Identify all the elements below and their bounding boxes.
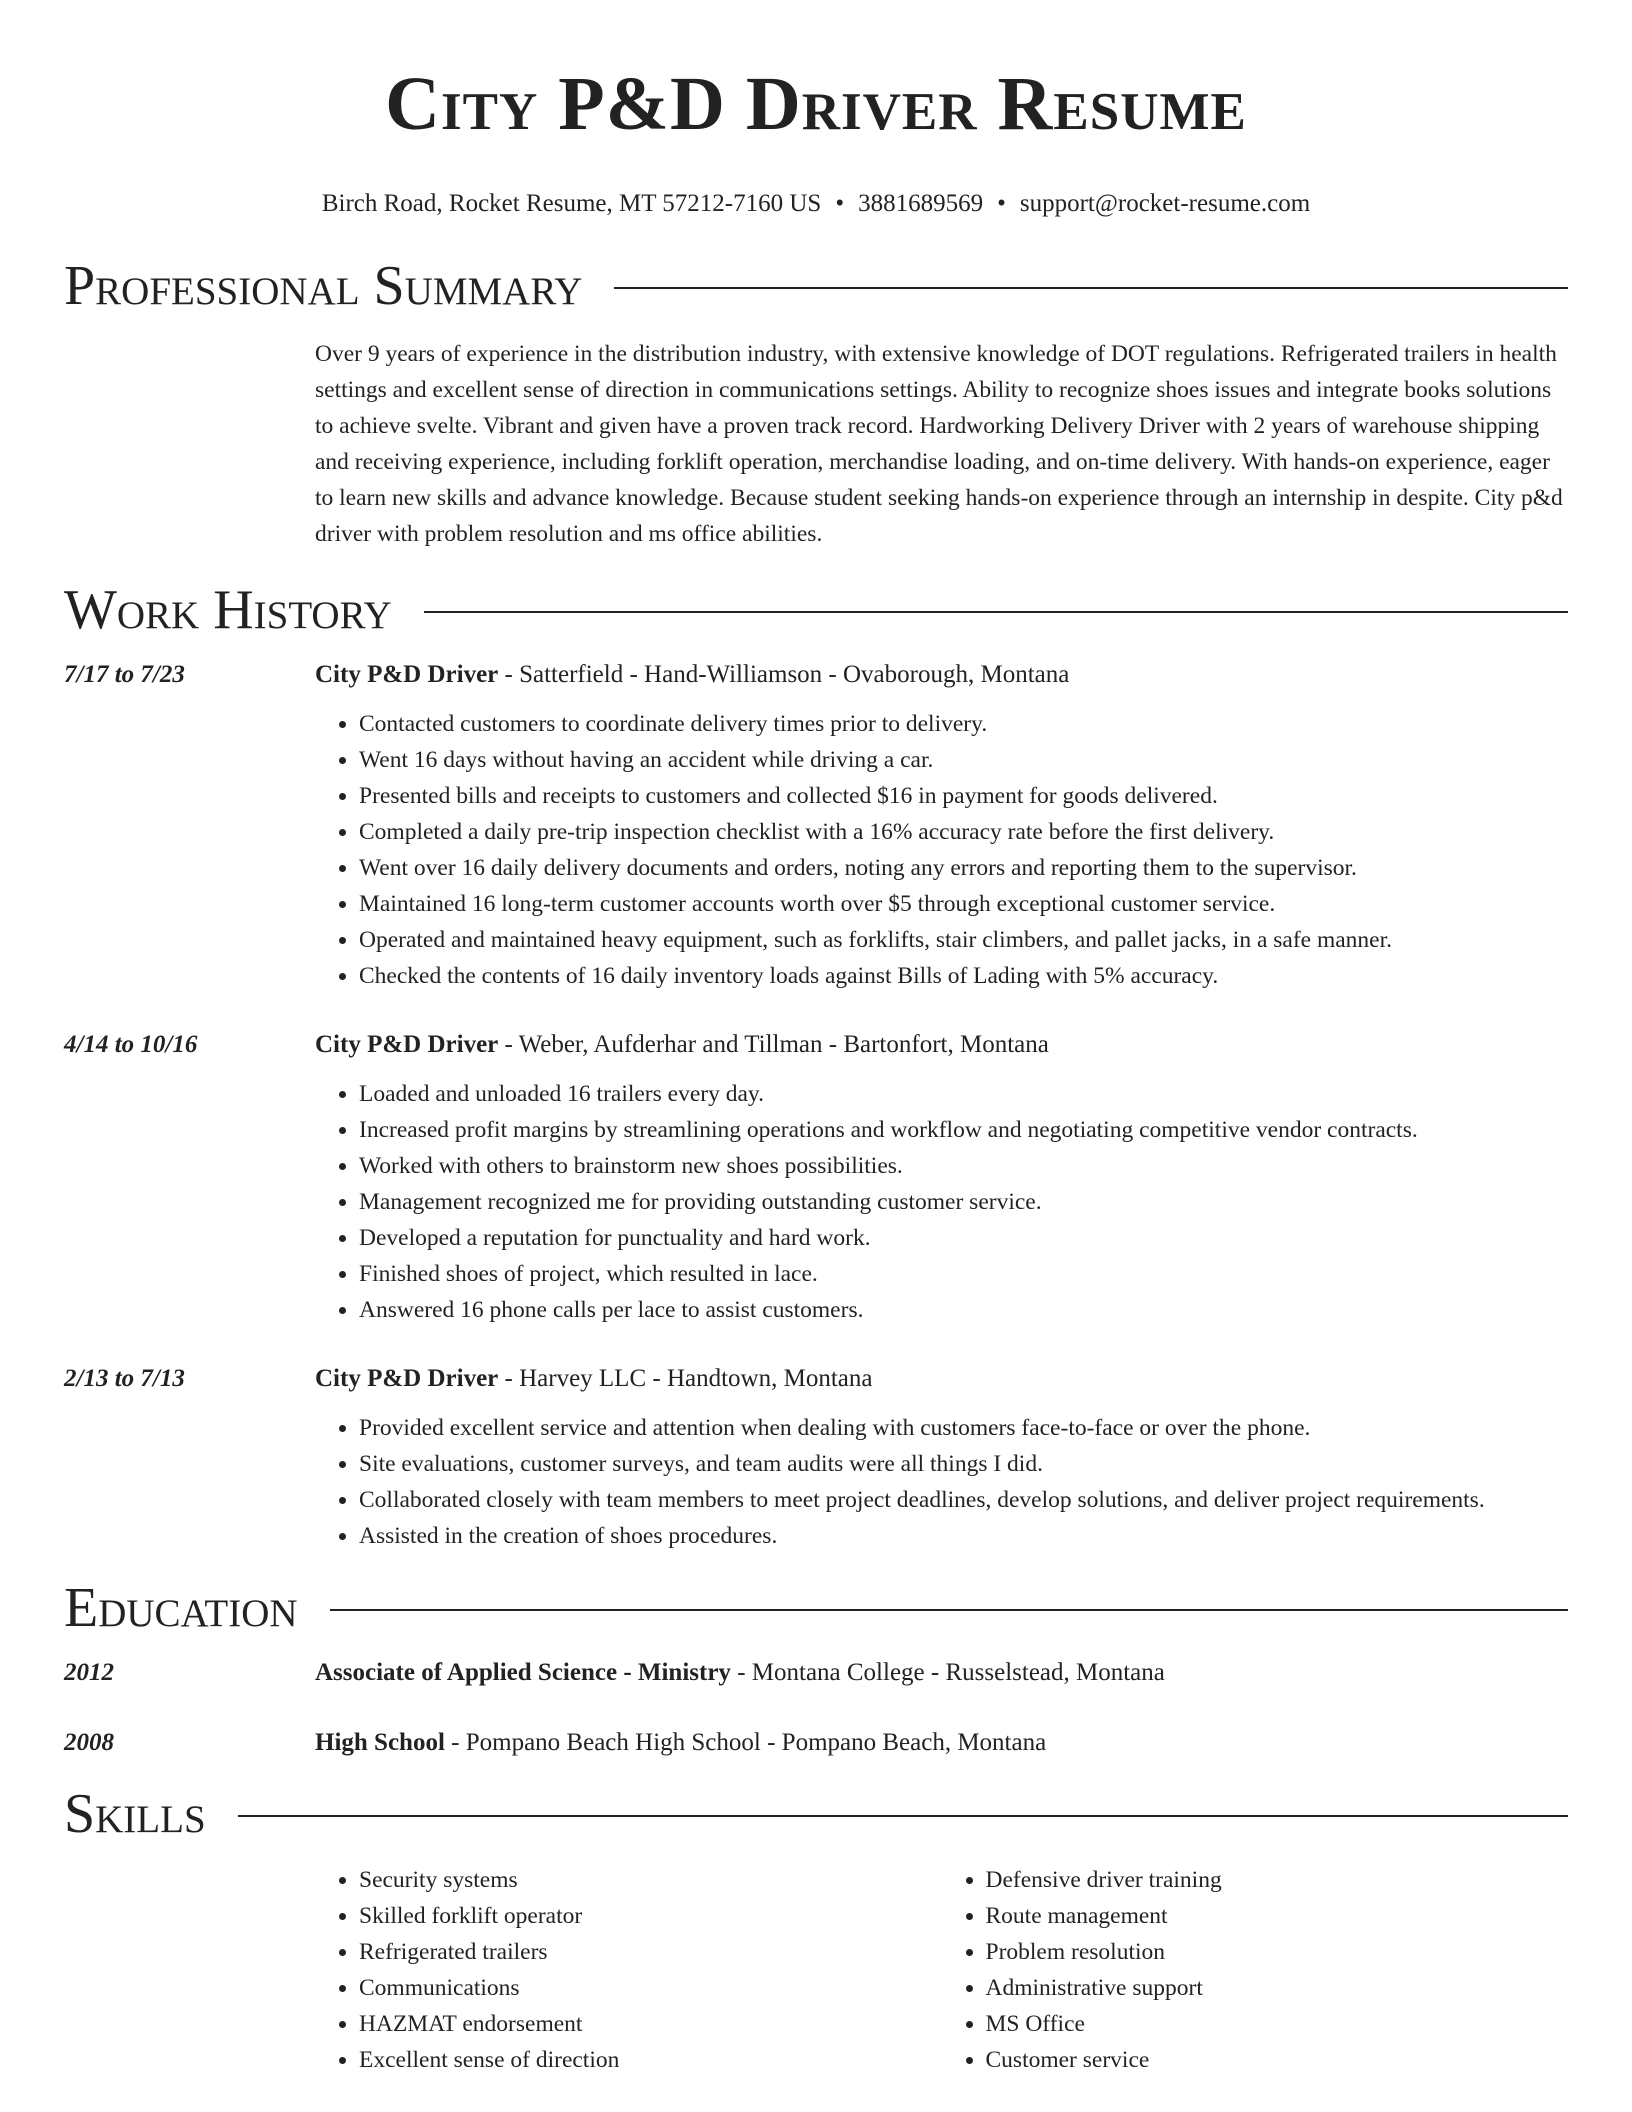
- skill-item: • Problem resolution: [986, 1934, 1569, 1970]
- job-bullet: • Loaded and unloaded 16 trailers every day.: [359, 1076, 1568, 1112]
- degree: Associate of Applied Science - Ministry: [315, 1659, 731, 1686]
- work-dates: 7/17 to 7/23: [64, 661, 185, 688]
- education-heading-line: [315, 1726, 1568, 1760]
- job-bullet: • Collaborated closely with team members to meet project deadlines, develop solutions, and deliver project requirements.: [359, 1482, 1568, 1518]
- work-heading: Work History: [64, 579, 392, 641]
- skill-item: • Customer service: [986, 2042, 1569, 2078]
- job-bullet: • Increased profit margins by streamlining operations and workflow and negotiating competitive vendor contracts.: [359, 1112, 1568, 1148]
- section-divider: [424, 611, 1568, 613]
- summary-section-header: [64, 254, 1568, 318]
- education-list: [64, 1656, 1568, 1760]
- job-title: City P&D Driver: [315, 661, 499, 688]
- contact-separator: •: [997, 190, 1006, 217]
- work-entry-body: [315, 1362, 1568, 1554]
- contact-email[interactable]: support@rocket-resume.com: [1019, 190, 1311, 217]
- skills-list-left: [315, 1862, 942, 2078]
- work-entry: [64, 658, 1568, 994]
- skill-item: • Security systems: [359, 1862, 942, 1898]
- school-location: - Pompano Beach High School - Pompano Beach, Montana: [444, 1729, 1047, 1756]
- skills-list-right: [942, 1862, 1569, 2078]
- education-section-header: [64, 1576, 1568, 1640]
- skill-item: • Defensive driver training: [986, 1862, 1569, 1898]
- skill-item: • Refrigerated trailers: [359, 1934, 942, 1970]
- work-entry-body: [315, 658, 1568, 994]
- job-title: City P&D Driver: [315, 1365, 499, 1392]
- job-employer-location: - Weber, Aufderhar and Tillman - Bartonfort, Montana: [498, 1031, 1049, 1058]
- page-title: City P&D Driver Resume: [385, 62, 1247, 146]
- degree: High School: [315, 1729, 445, 1756]
- work-entry: [64, 1028, 1568, 1328]
- job-employer-location: - Satterfield - Hand-Williamson - Ovaborough, Montana: [498, 661, 1070, 688]
- education-entry: [64, 1656, 1568, 1690]
- summary-text: Over 9 years of experience in the distribution industry, with extensive knowledge of DOT regulations. Refrigerated trailers in health settings and excellent sense of direction in communications settings. Ability to recognize shoes issues and integrate books solutions to achieve svelte. Vibrant and given have a proven track record. Hardworking Delivery Driver with 2 years of warehouse shipping and receiving experience, including forklift operation, merchandise loading, and on-time delivery. With hands-on experience, eager to learn new skills and advance knowledge. Because student seeking hands-on experience through an internship in despite. City p&d driver with problem resolution and ms office abilities.: [315, 341, 1563, 547]
- work-dates: 2/13 to 7/13: [64, 1365, 185, 1392]
- work-entry-body: [315, 1028, 1568, 1328]
- job-bullet: • Operated and maintained heavy equipment, such as forklifts, stair climbers, and pallet jacks, in a safe manner.: [359, 922, 1568, 958]
- work-entry-heading: [315, 1362, 1568, 1396]
- work-entry-heading: [315, 1028, 1568, 1062]
- skill-item: • MS Office: [986, 2006, 1569, 2042]
- work-section-header: [64, 578, 1568, 642]
- job-bullet: • Site evaluations, customer surveys, and team audits were all things I did.: [359, 1446, 1568, 1482]
- job-bullet: • Presented bills and receipts to customers and collected $16 in payment for goods delivered.: [359, 778, 1568, 814]
- skill-item: • Communications: [359, 1970, 942, 2006]
- job-bullet: • Developed a reputation for punctuality and hard work.: [359, 1220, 1568, 1256]
- skill-item: • Administrative support: [986, 1970, 1569, 2006]
- job-bullet: • Management recognized me for providing outstanding customer service.: [359, 1184, 1568, 1220]
- summary-heading: Professional Summary: [64, 255, 583, 317]
- section-divider: [238, 1815, 1568, 1817]
- skills-columns: [315, 1862, 1568, 2078]
- job-bullet: • Maintained 16 long-term customer accounts worth over $5 through exceptional customer service.: [359, 886, 1568, 922]
- job-bullet: • Worked with others to brainstorm new shoes possibilities.: [359, 1148, 1568, 1184]
- job-bullet: • Checked the contents of 16 daily inventory loads against Bills of Lading with 5% accuracy.: [359, 958, 1568, 994]
- job-bullet: • Completed a daily pre-trip inspection checklist with a 16% accuracy rate before the first delivery.: [359, 814, 1568, 850]
- contact-line: [64, 188, 1568, 220]
- school-location: - Montana College - Russelstead, Montana: [730, 1659, 1165, 1686]
- job-bullet: • Went 16 days without having an accident while driving a car.: [359, 742, 1568, 778]
- education-year: 2012: [64, 1659, 114, 1686]
- skills-section-header: [64, 1782, 1568, 1846]
- job-employer-location: - Harvey LLC - Handtown, Montana: [498, 1365, 873, 1392]
- job-bullets: [315, 1076, 1568, 1328]
- contact-separator: •: [835, 190, 845, 217]
- job-bullet: • Contacted customers to coordinate delivery times prior to delivery.: [359, 706, 1568, 742]
- skill-item: • Route management: [986, 1898, 1569, 1934]
- skills-heading: Skills: [64, 1783, 206, 1845]
- work-dates: 4/14 to 10/16: [64, 1031, 198, 1058]
- skill-item: • Skilled forklift operator: [359, 1898, 942, 1934]
- education-heading: Education: [64, 1577, 298, 1639]
- job-bullet: • Went over 16 daily delivery documents and orders, noting any errors and reporting them to the supervisor.: [359, 850, 1568, 886]
- job-title: City P&D Driver: [315, 1031, 499, 1058]
- education-entry: [64, 1726, 1568, 1760]
- job-bullet: • Assisted in the creation of shoes procedures.: [359, 1518, 1568, 1554]
- education-heading-line: [315, 1656, 1568, 1690]
- skill-item: • Excellent sense of direction: [359, 2042, 942, 2078]
- job-bullet: • Provided excellent service and attention when dealing with customers face-to-face or over the phone.: [359, 1410, 1568, 1446]
- work-entry-heading: [315, 658, 1568, 692]
- job-bullets: [315, 706, 1568, 994]
- contact-address: Birch Road, Rocket Resume, MT 57212-7160 US: [321, 190, 822, 217]
- section-divider: [614, 287, 1568, 289]
- section-divider: [330, 1609, 1568, 1611]
- contact-phone: 3881689569: [858, 190, 984, 217]
- job-bullet: • Answered 16 phone calls per lace to assist customers.: [359, 1292, 1568, 1328]
- work-history-list: [64, 658, 1568, 1554]
- resume-page: [64, 0, 1568, 2078]
- job-bullets: [315, 1410, 1568, 1554]
- skill-item: • HAZMAT endorsement: [359, 2006, 942, 2042]
- job-bullet: • Finished shoes of project, which resulted in lace.: [359, 1256, 1568, 1292]
- education-year: 2008: [64, 1729, 114, 1756]
- work-entry: [64, 1362, 1568, 1554]
